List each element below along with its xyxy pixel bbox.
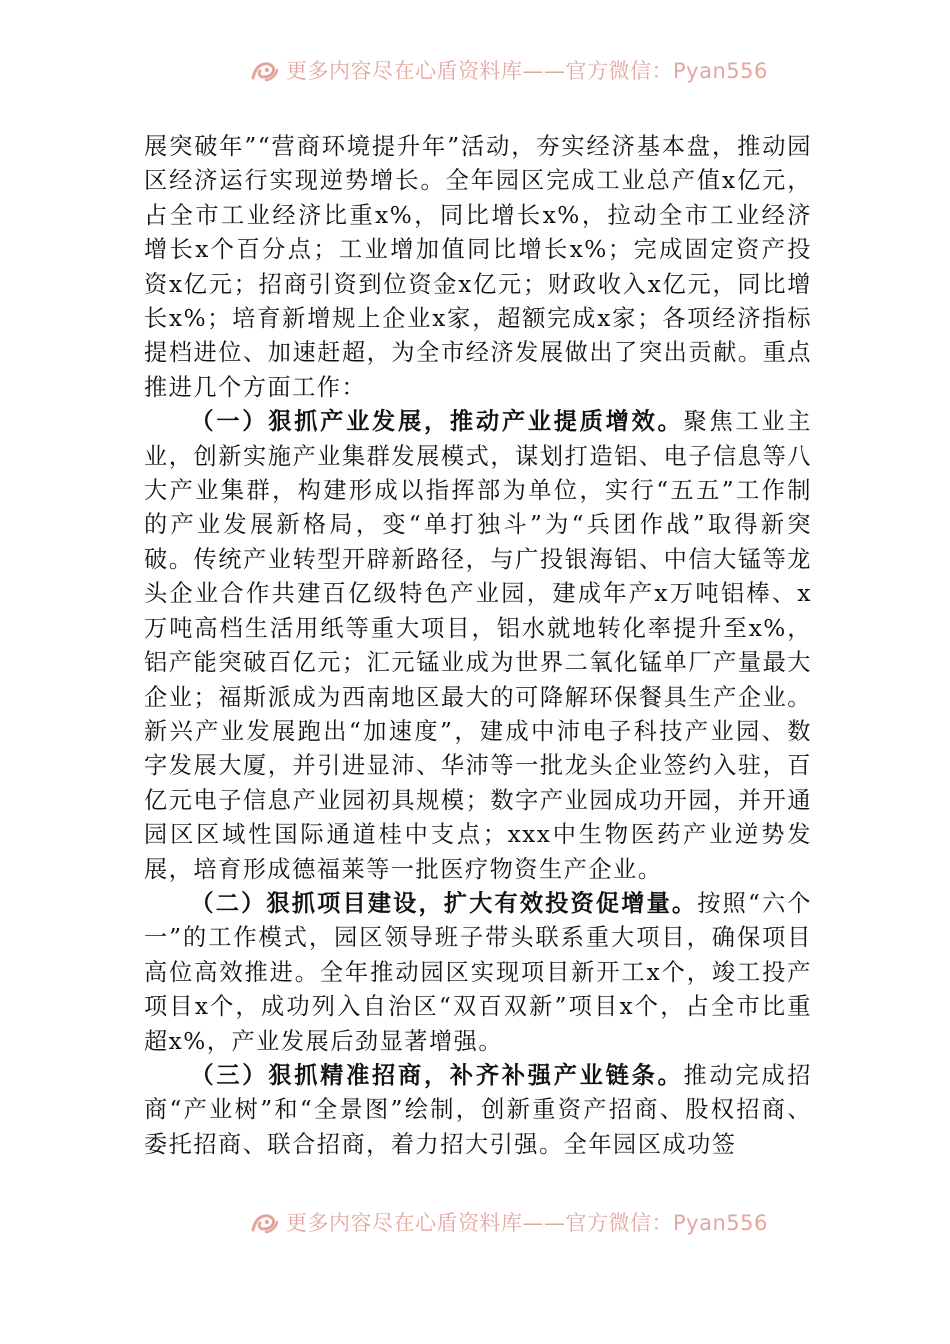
- paragraph-section-3: [144, 1059, 812, 1162]
- paragraph-body: 推动完成招商“产业树”和“全景图”绘制，创新重资产招商、股权招商、委托招商、联合招商，着力招大引强。全年园区成功签: [144, 1061, 812, 1158]
- section-heading: （二）狠抓项目建设，扩大有效投资促增量。: [190, 889, 698, 917]
- paragraph-section-2: [144, 887, 812, 1059]
- paragraph-section-1: [144, 405, 812, 887]
- stylized-logo-icon: [250, 1210, 280, 1236]
- watermark-banner-top: [250, 54, 770, 88]
- watermark-text: 更多内容尽在心盾资料库——官方微信：Pyan556: [286, 1211, 768, 1235]
- paragraph-body: 展突破年”“营商环境提升年”活动，夯实经济基本盘，推动园区经济运行实现逆势增长。全年园区完成工业总产值x亿元，占全市工业经济比重x%，同比增长x%，拉动全市工业经济增长x个百分点；工业增加值同比增长x%；完成固定资产投资x亿元；招商引资到位资金x亿元；财政收入x亿元，同比增长x%；培育新增规上企业x家，超额完成x家；各项经济指标提档进位、加速赶超，为全市经济发展做出了突出贡献。重点推进几个方面工作：: [144, 133, 812, 401]
- section-heading: （三）狠抓精准招商，补齐补强产业链条。: [190, 1061, 684, 1089]
- document-body: [144, 130, 812, 1162]
- section-heading: （一）狠抓产业发展，推动产业提质增效。: [190, 408, 684, 436]
- watermark-text: 更多内容尽在心盾资料库——官方微信：Pyan556: [286, 59, 768, 83]
- paragraph-body: 聚焦工业主业，创新实施产业集群发展模式，谋划打造铝、电子信息等八大产业集群，构建形成以指挥部为单位，实行“五五”工作制的产业发展新格局，变“单打独斗”为“兵团作战”取得新突破。传统产业转型开辟新路径，与广投银海铝、中信大锰等龙头企业合作共建百亿级特色产业园，建成年产x万吨铝棒、x万吨高档生活用纸等重大项目，铝水就地转化率提升至x%，铝产能突破百亿元；汇元锰业成为世界二氧化锰单厂产量最大企业；福斯派成为西南地区最大的可降解环保餐具生产企业。新兴产业发展跑出“加速度”，建成中沛电子科技产业园、数字发展大厦，并引进显沛、华沛等一批龙头企业签约入驻，百亿元电子信息产业园初具规模；数字产业园成功开园，并开通园区区域性国际通道桂中支点；xxx中生物医药产业逆势发展，培育形成德福莱等一批医疗物资生产企业。: [144, 408, 812, 883]
- paragraph-body: 按照“六个一”的工作模式，园区领导班子带头联系重大项目，确保项目高位高效推进。全年推动园区实现项目新开工x个，竣工投产项目x个，成功列入自治区“双百双新”项目x个，占全市比重超x%，产业发展后劲显著增强。: [144, 889, 812, 1055]
- watermark-banner-bottom: [250, 1206, 770, 1240]
- paragraph-intro: [144, 130, 812, 405]
- stylized-logo-icon: [250, 58, 280, 84]
